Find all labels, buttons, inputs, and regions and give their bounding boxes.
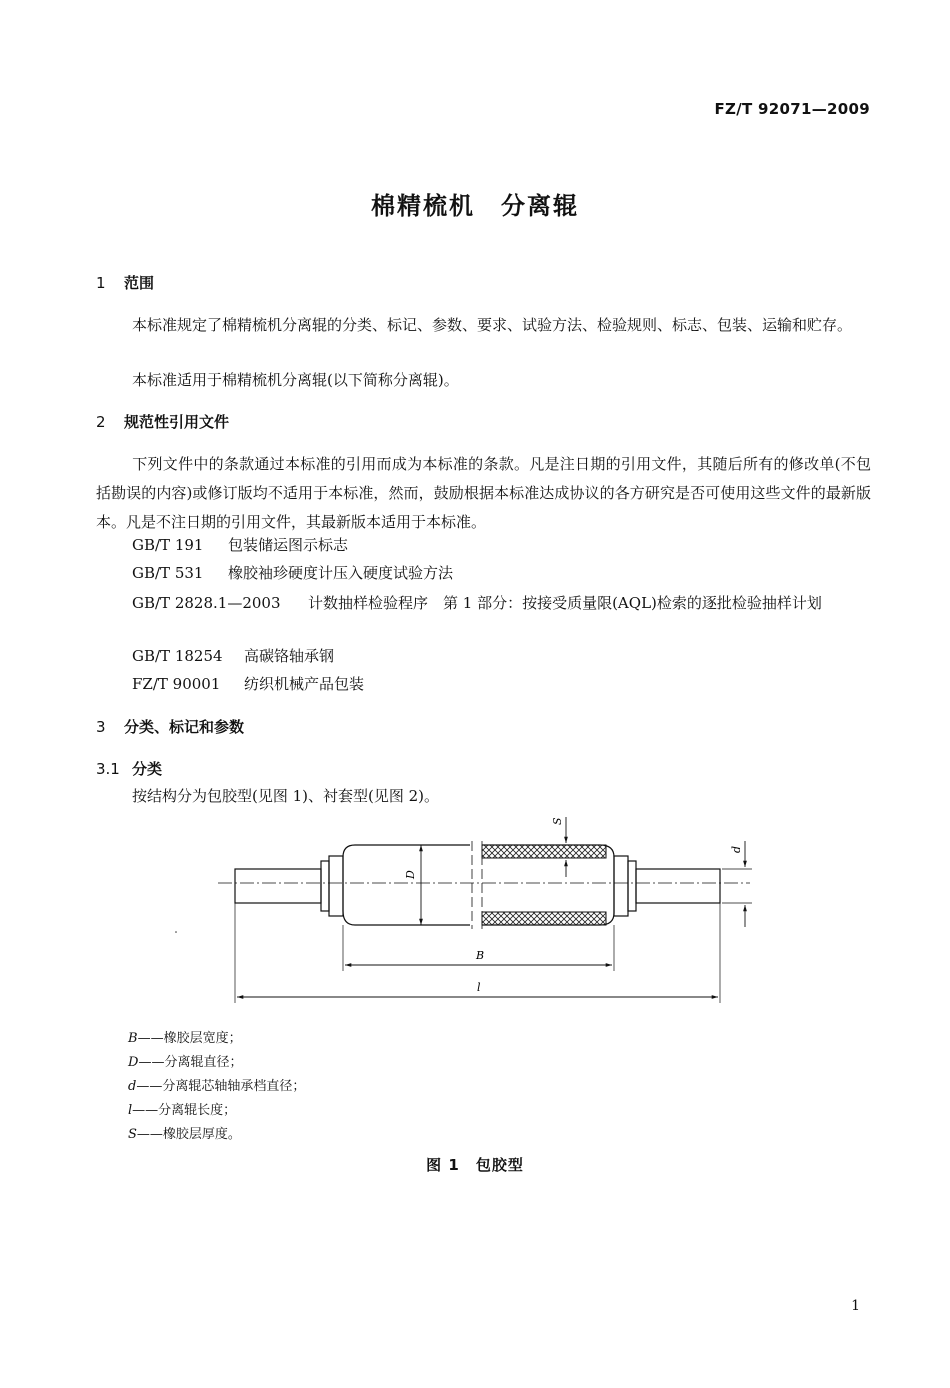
dim-label-B: B	[476, 949, 485, 962]
legend-symbol: D	[128, 1055, 139, 1070]
page-number: 1	[851, 1298, 860, 1314]
reference-item	[96, 589, 871, 618]
section-2-paragraph-1	[96, 450, 871, 537]
dim-label-D: D	[404, 870, 417, 879]
section-2-heading	[96, 411, 229, 432]
legend-symbol: d	[128, 1079, 137, 1094]
reference-code: GB/T 2828.1—2003	[132, 594, 281, 612]
legend-text: ——橡胶层宽度；	[137, 1031, 242, 1046]
legend-text: ——橡胶层厚度。	[136, 1127, 241, 1142]
reference-name: 橡胶袖珍硬度计压入硬度试验方法	[228, 564, 454, 582]
legend-item	[128, 1051, 242, 1070]
paragraph-text: 下列文件中的条款通过本标准的引用而成为本标准的条款。凡是注日期的引用文件，其随后所有的修改单(不包括勘误的内容)或修订版均不适用于本标准，然而，鼓励根据本标准达成协议的各方研究是否可使用这些文件的最新版本。凡是不注日期的引用文件，其最新版本适用于本标准。	[96, 455, 871, 531]
legend-item	[128, 1075, 305, 1094]
section-number: 2	[96, 413, 106, 431]
section-3-heading	[96, 716, 244, 737]
reference-code: GB/T 531	[132, 564, 204, 582]
reference-name: 纺织机械产品包装	[244, 675, 365, 693]
legend-item	[128, 1099, 236, 1118]
section-title: 分类	[132, 760, 163, 778]
paragraph-text: 本标准规定了棉精梳机分离辊的分类、标记、参数、要求、试验方法、检验规则、标志、包装、运输和贮存。	[132, 316, 853, 334]
figure-1-drawing	[0, 805, 950, 1020]
reference-code: GB/T 191	[132, 536, 204, 554]
section-number: 3.1	[96, 760, 120, 778]
subsection-3-1-heading	[96, 758, 162, 779]
figure-caption: 图 1 包胶型	[426, 1156, 524, 1174]
section-1-paragraph-2	[96, 366, 871, 395]
section-1-heading	[96, 272, 154, 293]
paragraph-text: 本标准适用于棉精梳机分离辊(以下简称分离辊)。	[132, 371, 459, 389]
section-title: 范围	[124, 274, 155, 292]
paragraph-text: 按结构分为包胶型(见图 1)、衬套型(见图 2)。	[132, 787, 440, 805]
dim-label-S: S	[551, 817, 564, 825]
legend-text: ——分离辊直径；	[138, 1055, 243, 1070]
legend-symbol: B	[128, 1031, 138, 1046]
section-number: 3	[96, 718, 106, 736]
legend-text: ——分离辊芯轴轴承档直径；	[136, 1079, 306, 1094]
dim-label-l: l	[477, 981, 481, 994]
standard-number: FZ/T 92071—2009	[714, 100, 870, 118]
section-1-paragraph-1	[96, 311, 871, 340]
reference-item	[132, 673, 364, 694]
page-title: 棉精梳机 分离辊	[371, 192, 579, 220]
section-number: 1	[96, 274, 106, 292]
reference-item	[132, 534, 348, 555]
reference-name: 包装储运图示标志	[228, 536, 349, 554]
reference-name: 计数抽样检验程序 第 1 部分：按接受质量限(AQL)检索的逐批检验抽样计划	[308, 594, 822, 612]
section-title: 规范性引用文件	[124, 413, 230, 431]
reference-item	[132, 562, 453, 583]
reference-code: GB/T 18254	[132, 647, 223, 665]
legend-item	[128, 1027, 242, 1046]
legend-text: ——分离辊长度；	[132, 1103, 237, 1118]
section-title: 分类、标记和参数	[124, 718, 245, 736]
reference-code: FZ/T 90001	[132, 675, 221, 693]
legend-symbol: S	[128, 1127, 137, 1142]
legend-symbol: l	[128, 1103, 133, 1118]
reference-name: 高碳铬轴承钢	[244, 647, 335, 665]
dim-label-d: d	[730, 845, 743, 853]
legend-item	[128, 1123, 241, 1142]
reference-item	[132, 645, 334, 666]
